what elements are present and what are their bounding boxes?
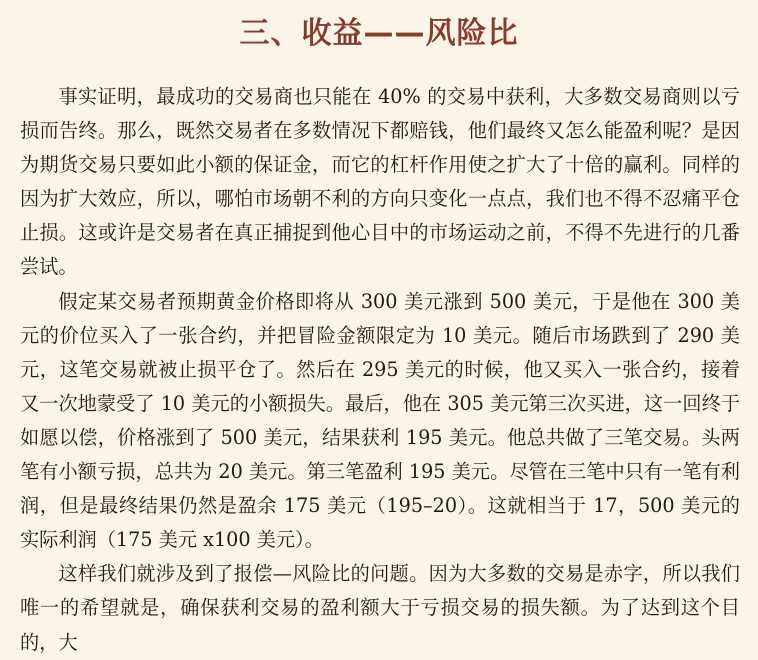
paragraph-1: 事实证明，最成功的交易商也只能在 40% 的交易中获利，大多数交易商则以亏损而告终。那么，既然交易者在多数情况下都赔钱，他们最终又怎么能盈利呢？是因为期货交易只要如此小额的保证金，而它的杠杆作用使之扩大了十倍的赢利。同样的因为扩大效应，所以，哪怕市场朝不利的方向只变化一点点，我们也不得不忍痛平仓止损。这或许是交易者在真正捕捉到他心目中的市场运动之前，不得不先进行的几番尝试。	[20, 85, 740, 279]
section-heading: 三、收益——风险比	[239, 16, 519, 51]
body-text	[20, 80, 740, 660]
paragraph-2: 假定某交易者预期黄金价格即将从 300 美元涨到 500 美元，于是他在 300 美元的价位买入了一张合约，并把冒险金额限定为 10 美元。随后市场跌到了 290 美元，这笔交易就被止损平仓了。然后在 295 美元的时候，他又买入一张合约，接着又一次地蒙受了 10 美元的小额损失。最后，他在 305 美元第三次买进，这一回终于如愿以偿，价格涨到了 500 美元，结果获利 195 美元。他总共做了三笔交易。头两笔有小额亏损，总共为 20 美元。第三笔盈利 195 美元。尽管在三笔中只有一笔有利润，但是最终结果仍然是盈余 175 美元（195–20）。这就相当于 17，500 美元的实际利润（175 美元 x100 美元）。	[20, 289, 740, 552]
paragraph-3: 这样我们就涉及到了报偿—风险比的问题。因为大多数的交易是赤字，所以我们唯一的希望就是，确保获利交易的盈利额大于亏损交易的损失额。为了达到这个目的，大	[20, 562, 740, 654]
